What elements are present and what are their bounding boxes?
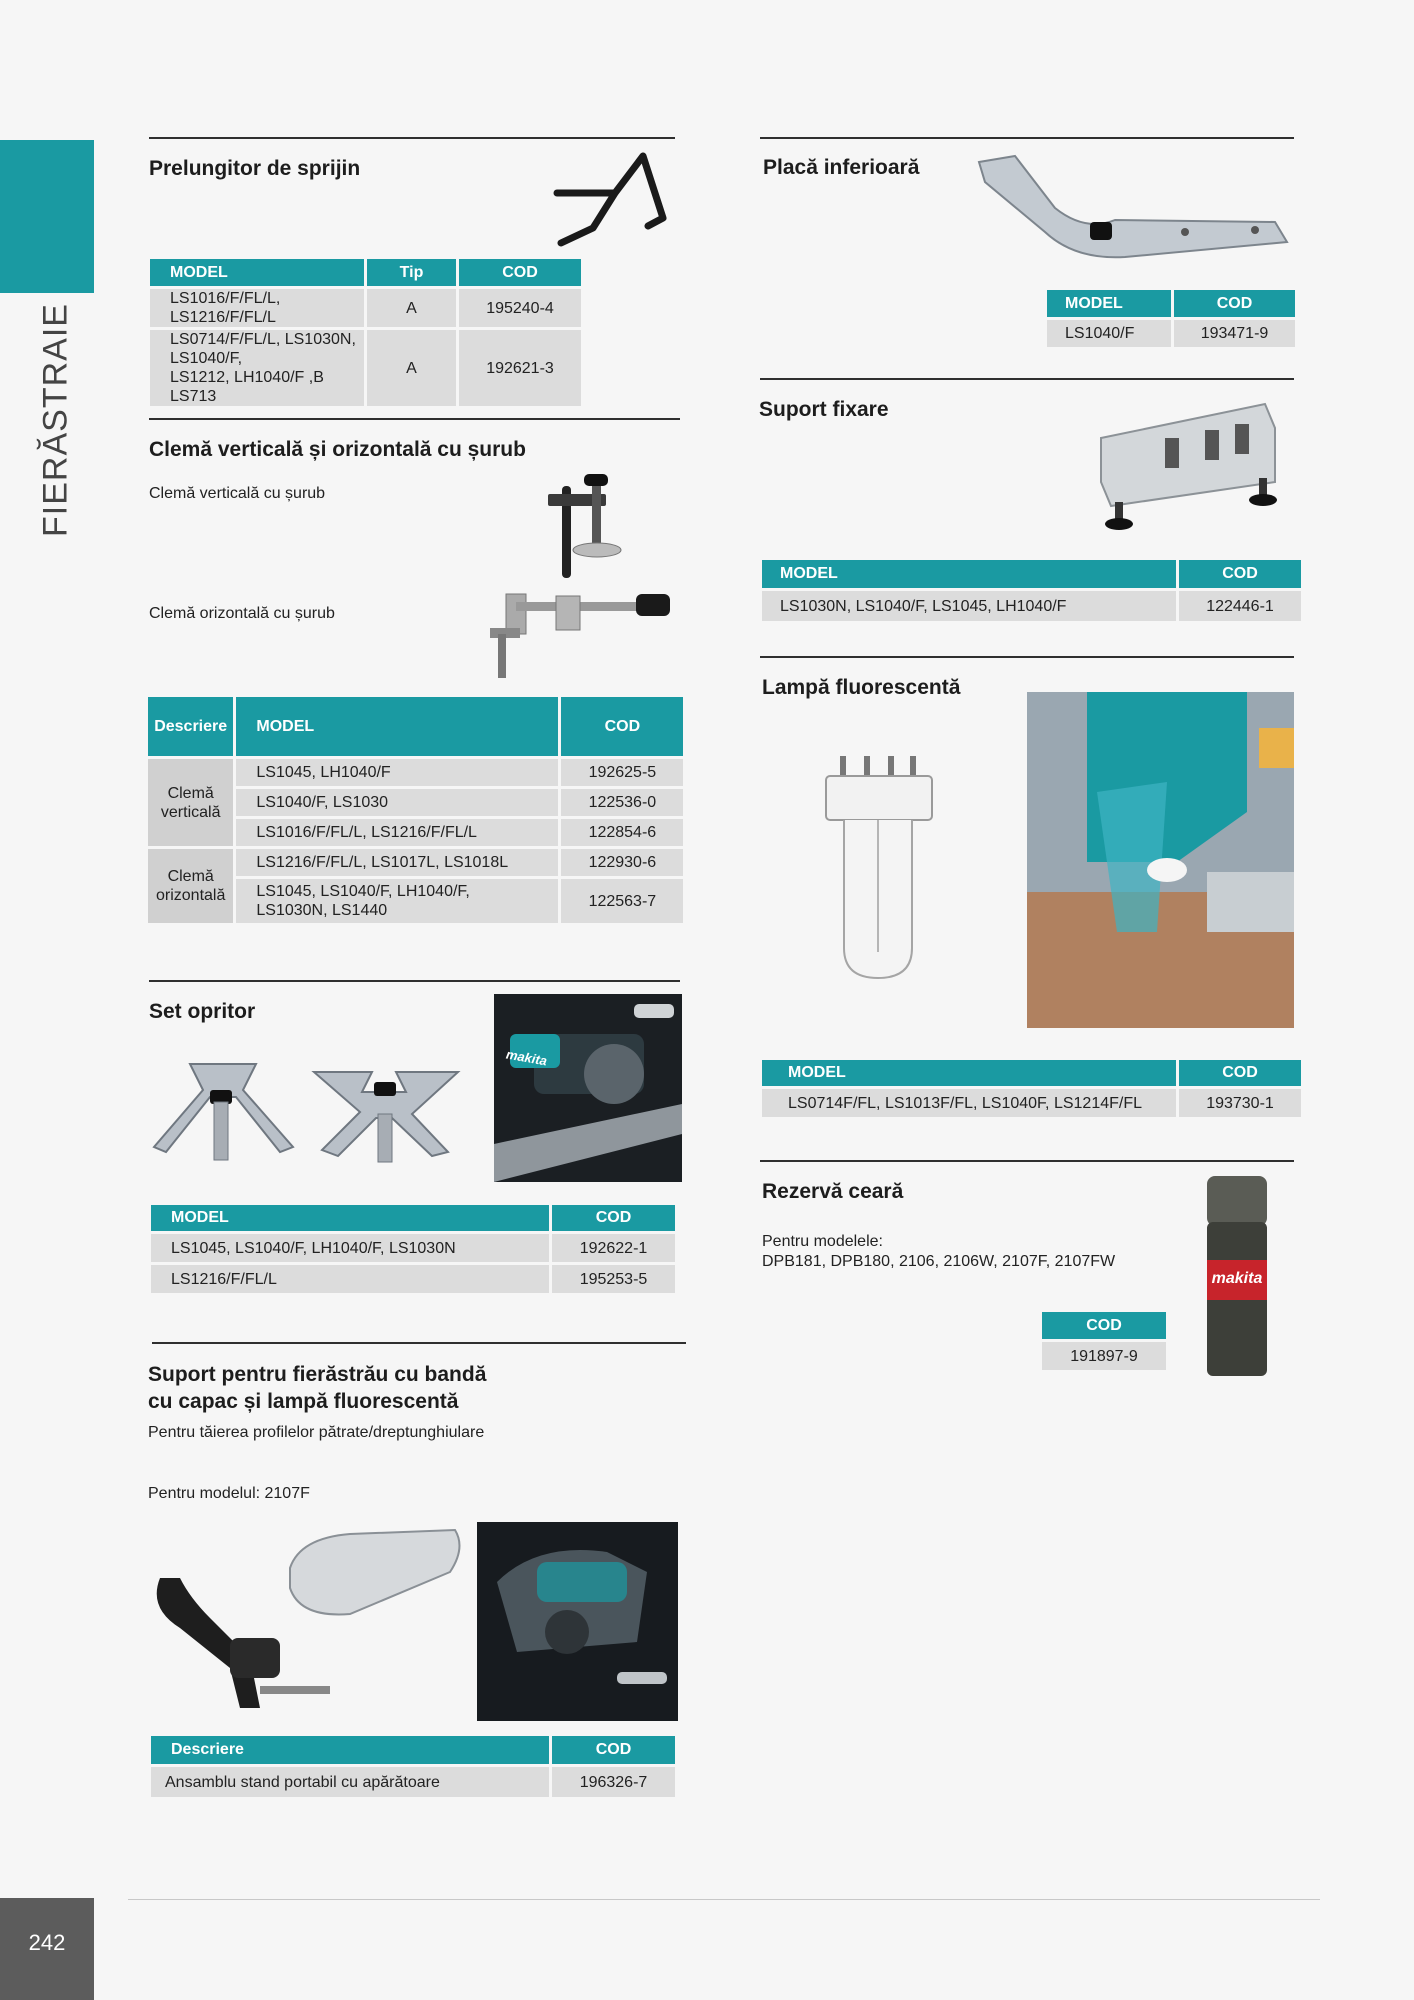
cell-model: LS1016/F/FL/L, LS1216/F/FL/L [236, 819, 558, 846]
wax-tube-brand-text: makita [1211, 1270, 1263, 1287]
fixing-support-icon [1095, 398, 1281, 538]
group-label-line1: Clemă [167, 868, 214, 885]
cell-model: LS1216/F/FL/L [151, 1265, 549, 1293]
section-title-prelungitor: Prelungitor de sprijin [149, 157, 361, 180]
cell-tip: A [367, 289, 456, 327]
footer-line [128, 1899, 1320, 1900]
miter-saw-photo-icon [494, 994, 682, 1182]
suport-fixare-table [759, 557, 1304, 624]
table-row [148, 759, 683, 786]
cell-cod: 193730-1 [1179, 1089, 1301, 1117]
section-rule [149, 980, 680, 982]
cell-model: LS1216/F/FL/L, LS1017L, LS1018L [236, 849, 558, 876]
cell-descriere [148, 759, 233, 846]
cell-model-line1: LS0714/F/FL/L, LS1030N, LS1040/F, [170, 331, 356, 367]
col-header-cod: COD [1042, 1312, 1166, 1339]
suport-banda-model-note: Pentru modelul: 2107F [148, 1485, 310, 1502]
cell-model [236, 879, 558, 923]
col-header-descriere: Descriere [151, 1736, 549, 1764]
cell-model [150, 330, 364, 406]
vertical-clamp-icon [540, 470, 640, 582]
cell-model: LS1045, LS1040/F, LH1040/F, LS1030N [151, 1234, 549, 1262]
set-opritor-photo [494, 994, 682, 1182]
cell-model: LS0714F/FL, LS1013F/FL, LS1040F, LS1214F/FL [762, 1089, 1176, 1117]
cell-model-line2: LS1212, LH1040/F ,B LS713 [170, 369, 324, 405]
table-row [762, 591, 1301, 621]
fluorescent-lamp-icon [822, 752, 936, 984]
cell-cod: 122854-6 [561, 819, 683, 846]
band-saw-cover-icon [477, 1522, 678, 1721]
table-row [150, 330, 581, 406]
section-rule [760, 378, 1294, 380]
lampa-table [759, 1057, 1304, 1120]
section-rule [760, 1160, 1294, 1162]
clema-table [145, 694, 686, 926]
cell-model: LS1040/F, LS1030 [236, 789, 558, 816]
set-opritor-table [148, 1202, 678, 1296]
table-row [151, 1234, 675, 1262]
cell-descriere: Ansamblu stand portabil cu apărătoare [151, 1767, 549, 1797]
table-row [1047, 320, 1295, 347]
rezerva-desc-line1: Pentru modelele: [762, 1233, 883, 1250]
cell-model: LS1030N, LS1040/F, LS1045, LH1040/F [762, 591, 1176, 621]
cell-cod: 192621-3 [459, 330, 581, 406]
col-header-cod: COD [1174, 290, 1295, 317]
group-label-line2: orizontală [156, 887, 226, 904]
col-header-cod: COD [1179, 1060, 1301, 1086]
miter-saw-lamp-photo-icon [1027, 692, 1294, 1028]
rezerva-table [1039, 1309, 1169, 1373]
band-saw-photo [477, 1522, 678, 1721]
cell-tip: A [367, 330, 456, 406]
stopper-icon [308, 1052, 468, 1167]
suport-banda-table [148, 1733, 678, 1800]
cell-cod: 122930-6 [561, 849, 683, 876]
cell-cod: 122536-0 [561, 789, 683, 816]
section-rule [149, 137, 675, 139]
bottom-plate-icon [975, 152, 1295, 267]
section-title-lampa: Lampă fluorescentă [762, 676, 961, 699]
cell-descriere [148, 849, 233, 923]
cell-model-line1: LS1045, LS1040/F, LH1040/F, [256, 883, 470, 900]
cell-cod: 195240-4 [459, 289, 581, 327]
section-title-suport-fixare: Suport fixare [759, 398, 889, 421]
prelungitor-table [147, 256, 584, 409]
section-title-line1: Suport pentru fierăstrău cu bandă [148, 1363, 487, 1386]
table-row [762, 1089, 1301, 1117]
section-rule [152, 1342, 686, 1344]
table-row [148, 849, 683, 876]
cell-model: LS1045, LH1040/F [236, 759, 558, 786]
table-row [151, 1767, 675, 1797]
label-clema-orizontala: Clemă orizontală cu șurub [149, 605, 335, 622]
cell-cod: 193471-9 [1174, 320, 1295, 347]
section-title-clema: Clemă verticală și orizontală cu șurub [149, 438, 526, 461]
group-label-line1: Clemă [167, 784, 214, 802]
section-title-placa: Placă inferioară [763, 156, 920, 179]
col-header-cod: COD [552, 1205, 675, 1231]
lampa-photo [1027, 692, 1294, 1028]
col-header-descriere: Descriere [148, 697, 233, 756]
col-header-model: MODEL [236, 697, 558, 756]
col-header-model: MODEL [762, 1060, 1176, 1086]
cell-model-line2: LS1030N, LS1440 [256, 902, 388, 919]
horizontal-clamp-icon [486, 582, 688, 682]
side-tab-block [0, 140, 94, 293]
table-row [1042, 1342, 1166, 1370]
suport-banda-subtitle: Pentru tăierea profilelor pătrate/dreptunghiulare [148, 1424, 485, 1441]
col-header-model: MODEL [151, 1205, 549, 1231]
section-title-rezerva: Rezervă ceară [762, 1180, 904, 1203]
section-title-line2: cu capac și lampă fluorescentă [148, 1390, 459, 1413]
table-row [151, 1265, 675, 1293]
section-rule [760, 137, 1294, 139]
col-header-tip: Tip [367, 259, 456, 286]
cell-model: LS1016/F/FL/L, LS1216/F/FL/L [150, 289, 364, 327]
section-title-suport-banda [148, 1361, 486, 1415]
side-category-label: FIERĂSTRAIE [36, 303, 75, 537]
section-rule [760, 656, 1294, 658]
col-header-model: MODEL [150, 259, 364, 286]
wax-tube-icon [1205, 1172, 1269, 1380]
support-extension-rod-icon [553, 148, 673, 253]
rezerva-desc-line2: DPB181, DPB180, 2106, 2106W, 2107F, 2107FW [762, 1253, 1116, 1270]
cell-cod: 122446-1 [1179, 591, 1301, 621]
cell-cod: 192622-1 [552, 1234, 675, 1262]
label-clema-verticala: Clemă verticală cu șurub [149, 485, 326, 502]
cell-cod: 195253-5 [552, 1265, 675, 1293]
section-title-set-opritor: Set opritor [149, 1000, 256, 1023]
section-rule [149, 418, 680, 420]
col-header-cod: COD [552, 1736, 675, 1764]
cell-cod: 122563-7 [561, 879, 683, 923]
band-saw-stand-icon [150, 1518, 470, 1728]
cell-model: LS1040/F [1047, 320, 1171, 347]
stopper-icon [148, 1052, 298, 1167]
cell-cod: 191897-9 [1042, 1342, 1166, 1370]
col-header-cod: COD [1179, 560, 1301, 588]
col-header-cod: COD [459, 259, 581, 286]
cell-cod: 196326-7 [552, 1767, 675, 1797]
cell-cod: 192625-5 [561, 759, 683, 786]
col-header-cod: COD [561, 697, 683, 756]
photo-brand-text: makita [505, 1046, 549, 1069]
table-row [150, 289, 581, 327]
col-header-model: MODEL [762, 560, 1176, 588]
placa-table [1044, 287, 1298, 350]
page-number: 242 [28, 1930, 66, 1955]
col-header-model: MODEL [1047, 290, 1171, 317]
group-label-line2: verticală [160, 803, 221, 821]
